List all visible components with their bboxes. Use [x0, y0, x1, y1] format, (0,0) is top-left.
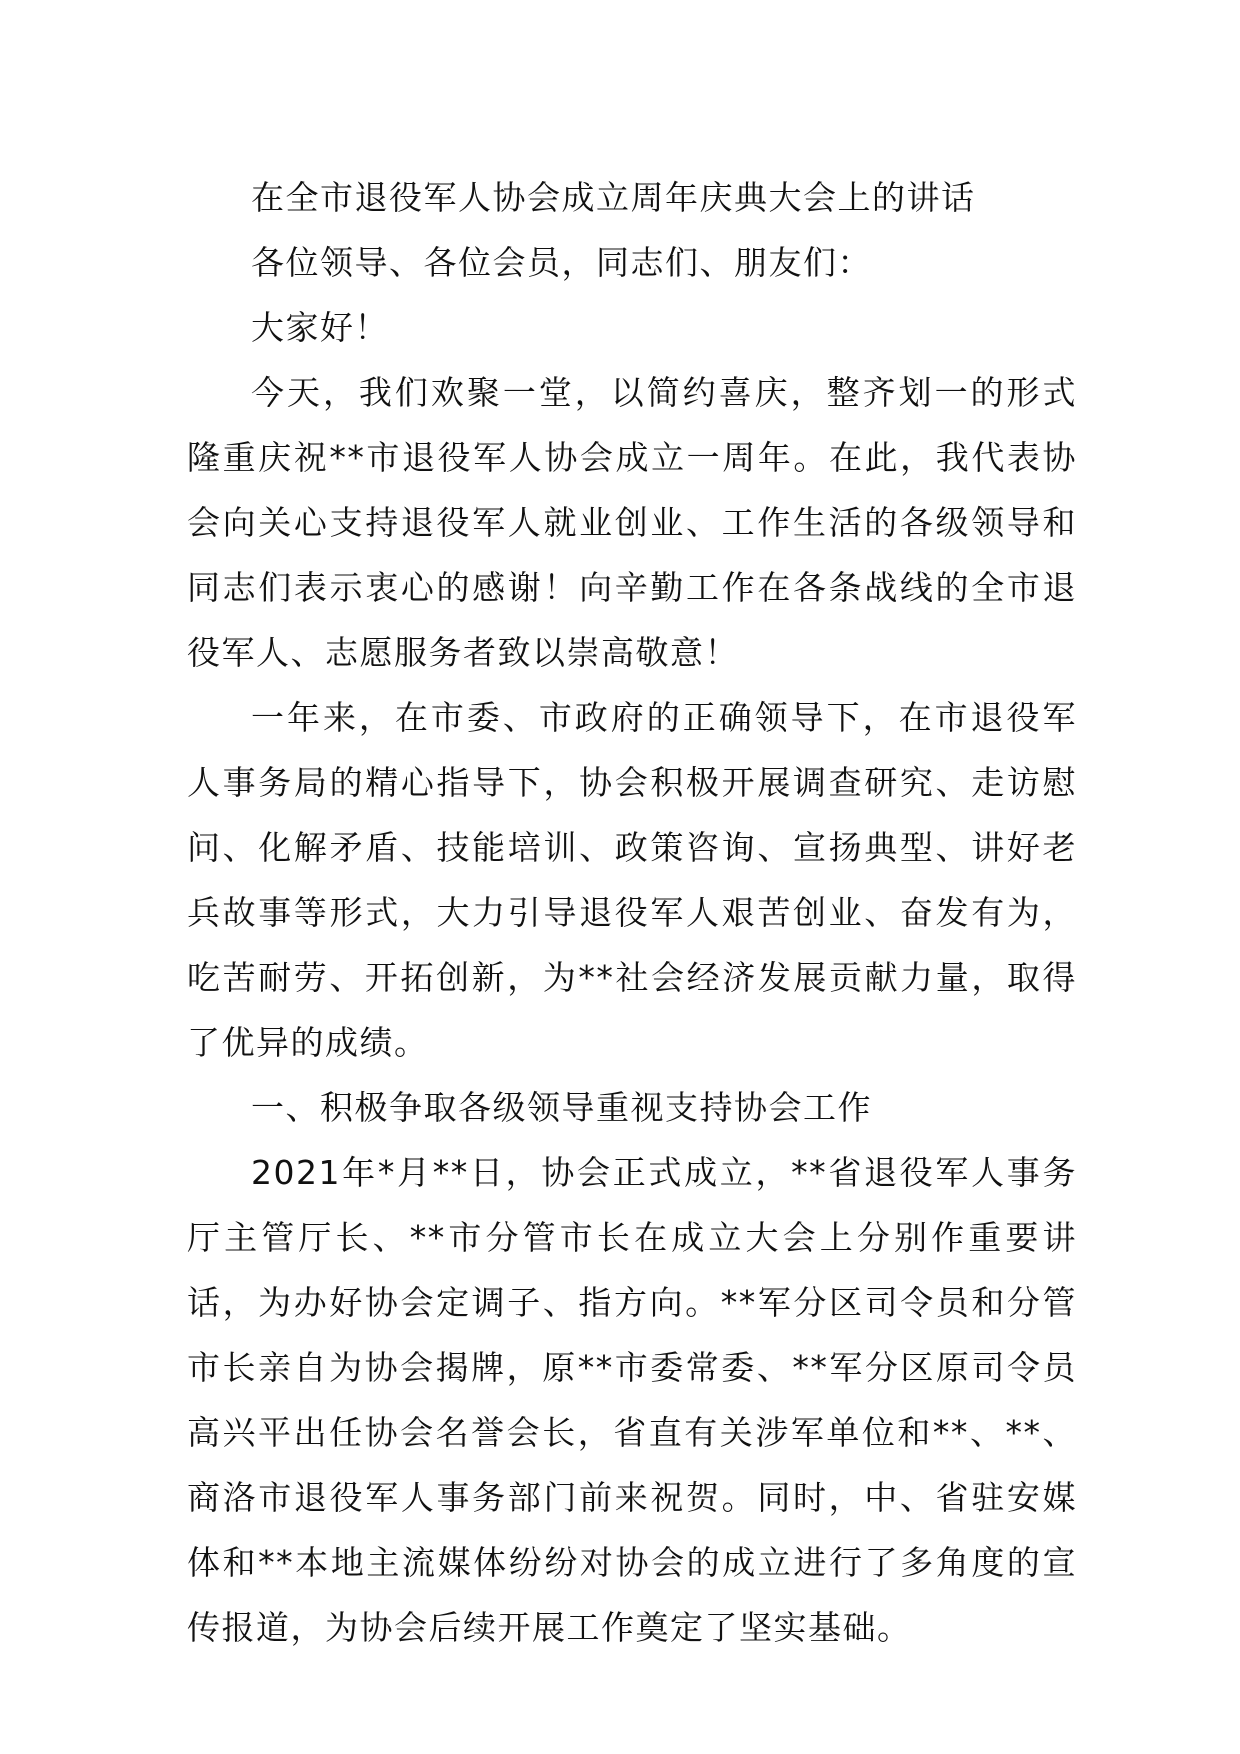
section-paragraph: 2021年*月**日，协会正式成立，**省退役军人事务厅主管厅长、**市分管市长在成立大会上分别作重要讲话，为办好协会定调子、指方向。**军分区司令员和分管市长亲自为协会揭牌，原**市委常委、**军分区原司令员高兴平出任协会名誉会长，省直有关涉军单位和**、**、商洛市退役军人事务部门前来祝贺。同时，中、省驻安媒体和**本地主流媒体纷纷对协会的成立进行了多角度的宣传报道，为协会后续开展工作奠定了坚实基础。 — [187, 1153, 1078, 1647]
body-paragraph: 一年来，在市委、市政府的正确领导下，在市退役军人事务局的精心指导下，协会积极开展调查研究、走访慰问、化解矛盾、技能培训、政策咨询、宣扬典型、讲好老兵故事等形式，大力引导退役军人艰苦创业、奋发有为，吃苦耐劳、开拓创新，为**社会经济发展贡献力量，取得了优异的成绩。 — [187, 698, 1077, 1062]
document-body — [187, 165, 1077, 1660]
body-paragraph: 今天，我们欢聚一堂，以简约喜庆，整齐划一的形式隆重庆祝**市退役军人协会成立一周年。在此，我代表协会向关心支持退役军人就业创业、工作生活的各级领导和同志们表示衷心的感谢！向辛勤工作在各条战线的全市退役军人、志愿服务者致以崇高敬意！ — [187, 373, 1077, 672]
section-heading: 一、积极争取各级领导重视支持协会工作 — [251, 1088, 872, 1127]
document-title: 在全市退役军人协会成立周年庆典大会上的讲话 — [251, 178, 976, 217]
salutation-line: 各位领导、各位会员，同志们、朋友们： — [251, 243, 872, 282]
greeting-line: 大家好！ — [251, 308, 389, 347]
